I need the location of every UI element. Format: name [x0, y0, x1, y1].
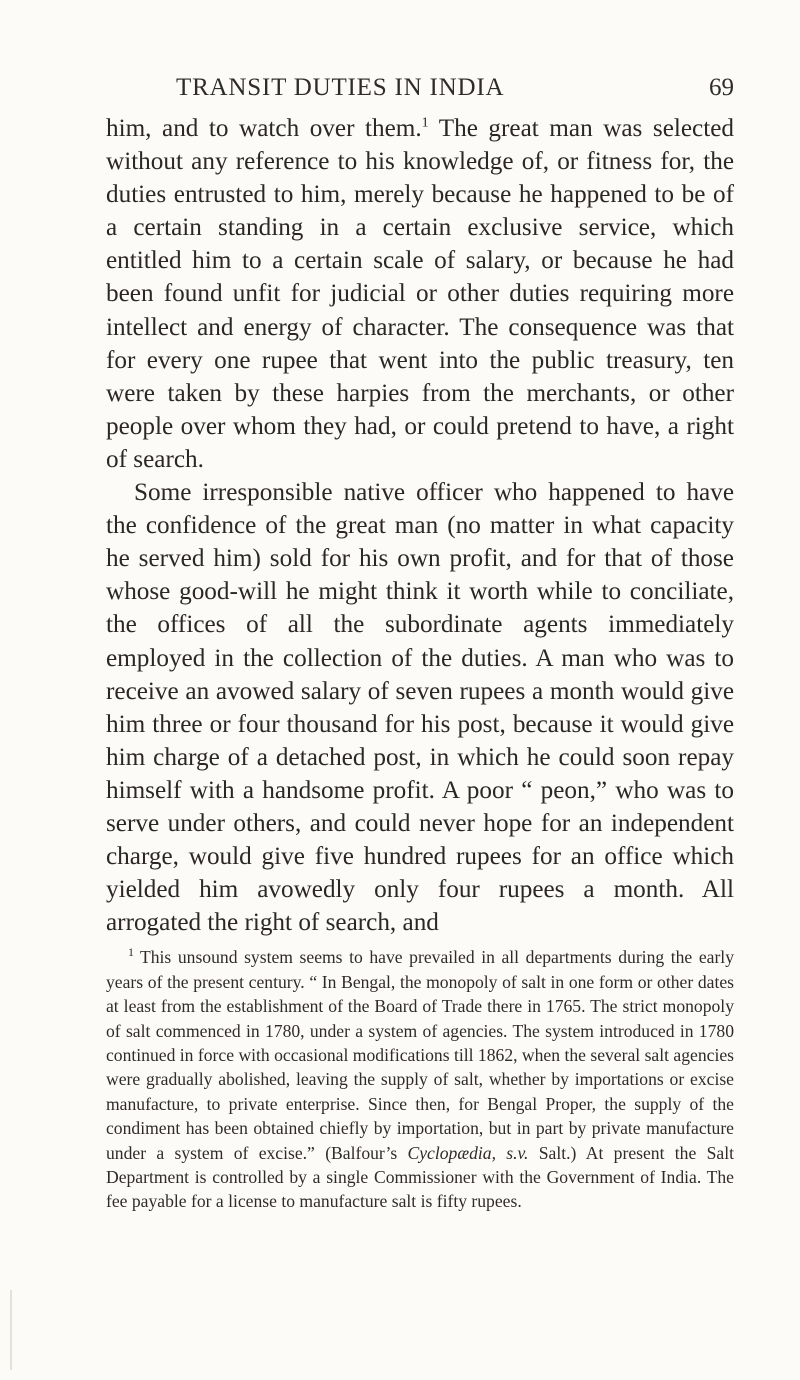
footnote-reference: 1	[421, 115, 429, 131]
paragraph-1	[106, 112, 734, 476]
page-number: 69	[709, 74, 734, 101]
paragraph-2: Some irresponsible native officer who happened to have the confidence of the great man (no matter in what capacity he served him) sold for his own profit, and for that of those whose good-will he might think it worth while to conciliate, the offices of all the subordinate agents immediately employed in the collection of the duties. A man who was to receive an avowed salary of seven rupees a month would give him three or four thousand for his post, because it would give him charge of a detached post, in which he could soon repay himself with a handsome profit. A poor “ peon,” who was to serve under others, and could never hope for an independent charge, would give five hundred rupees for an office which yielded him avowedly only four rupees a month. All arrogated the right of search, and	[106, 479, 734, 937]
running-header	[106, 70, 734, 112]
body-text	[106, 112, 734, 939]
margin-edge-mark	[10, 1290, 12, 1370]
footnote-text-1: This unsound system seems to have prevailed in all departments during the early years of the present century. “ In Bengal, the monopoly of salt in one form or other dates at least from the establishment of the Board of Trade there in 1765. The strict monopoly of salt commenced in 1780, under a system of agencies. The system introduced in 1780 continued in force with occasional modifications till 1862, when the several salt agencies were gradually abolished, leaving the supply of salt, whether by importations or excise manufacture, to private enterprise. Since then, for Bengal Proper, the supply of the condiment has been obtained chiefly by importation, but in part by private manufacture under a system of excise.” (Balfour’s	[106, 947, 734, 1163]
running-title: TRANSIT DUTIES IN INDIA	[176, 74, 505, 101]
footnote-marker: 1	[128, 945, 134, 960]
footnote	[106, 945, 734, 1213]
book-page	[106, 70, 734, 1214]
footnote-italic-title: Cyclopædia, s.v.	[407, 1142, 529, 1163]
footnote-text-2: Salt.) At present the Salt Department is controlled by a single Commissioner with the Government of India. The fee payable for a license to manufacture salt is fifty rupees.	[106, 1142, 734, 1212]
paragraph-1-start: him, and to watch over them.	[106, 115, 422, 142]
paragraph-1-rest: The great man was selected without any reference to his knowledge of, or fitness for, the duties entrusted to him, merely because he happened to be of a certain standing in a certain exclusive service, which entitled him to a certain scale of salary, or because he had been found unfit for judicial or other duties requiring more intellect and energy of character. The consequence was that for every one rupee that went into the public treasury, ten were taken by these harpies from the merchants, or other people over whom they had, or could pretend to have, a right of search.	[106, 115, 734, 473]
